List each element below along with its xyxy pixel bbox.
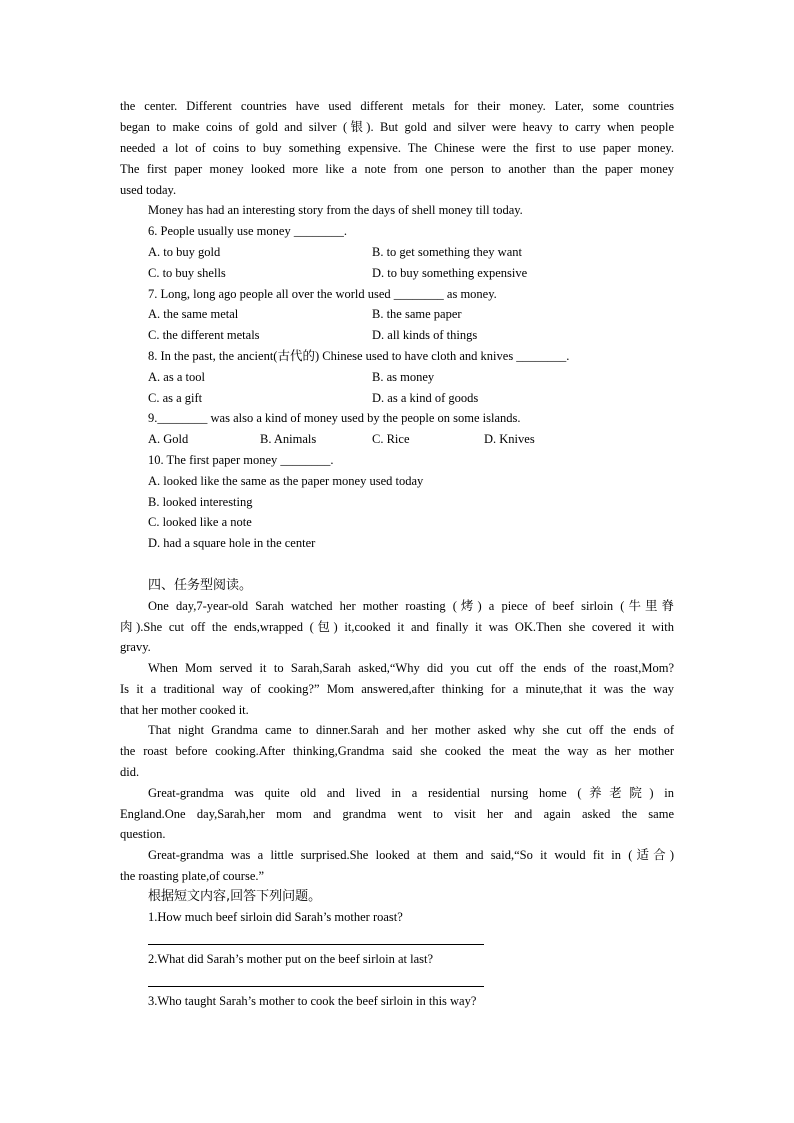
passage-line: Money has had an interesting story from the days of shell money till today. xyxy=(148,203,523,217)
question-7-option-b: B. the same paper xyxy=(372,307,462,321)
question-6-option-c: C. to buy shells xyxy=(148,266,226,280)
task-passage-line: When Mom served it to Sarah,Sarah asked,“Why did you cut off the ends of the roast,Mom? xyxy=(148,661,674,675)
task-passage-line: Great-grandma was quite old and lived in a residential nursing home (养老院) in xyxy=(148,786,674,800)
question-7-option-a: A. the same metal xyxy=(148,307,239,321)
section-heading: 四、任务型阅读。 xyxy=(148,578,253,593)
question-9-stem: 9.________ was also a kind of money used by the people on some islands. xyxy=(148,411,521,425)
task-passage-line: Great-grandma was a little surprised.She looked at them and said,“So it would fit in (适合) xyxy=(148,848,674,862)
instruction-text: 根据短文内容,回答下列问题。 xyxy=(148,889,322,904)
task-passage-line: gravy. xyxy=(120,640,151,654)
passage-line: the center. Different countries have used different metals for their money. Later, some countries xyxy=(120,99,674,113)
task-passage-line: the roasting plate,of course.” xyxy=(120,869,265,883)
question-6-option-d: D. to buy something expensive xyxy=(372,266,528,280)
question-10-option-a: A. looked like the same as the paper money used today xyxy=(148,474,424,488)
question-10-option-b: B. looked interesting xyxy=(148,495,253,509)
question-6-option-b: B. to get something they want xyxy=(372,245,522,259)
question-7-option-c: C. the different metals xyxy=(148,328,260,342)
task-passage-line: did. xyxy=(120,765,140,779)
question-10-option-d: D. had a square hole in the center xyxy=(148,536,316,550)
question-8-option-a: A. as a tool xyxy=(148,370,205,384)
question-9-option-d: D. Knives xyxy=(484,432,535,446)
question-6-option-a: A. to buy gold xyxy=(148,245,221,259)
passage-line: used today. xyxy=(120,183,177,197)
task-passage-line: Is it a traditional way of cooking?” Mom answered,after thinking for a minute,that it was the way xyxy=(120,682,674,696)
question-9-option-a: A. Gold xyxy=(148,432,189,446)
question-7-option-d: D. all kinds of things xyxy=(372,328,478,342)
question-8-option-d: D. as a kind of goods xyxy=(372,391,479,405)
question-7-stem: 7. Long, long ago people all over the world used ________ as money. xyxy=(148,287,497,301)
task-passage-line: question. xyxy=(120,827,166,841)
answer-question-3: 3.Who taught Sarah’s mother to cook the beef sirloin in this way? xyxy=(148,994,477,1008)
task-passage-line: That night Grandma came to dinner.Sarah and her mother asked why she cut off the ends of xyxy=(148,723,674,737)
passage-line: began to make coins of gold and silver (银). But gold and silver were heavy to carry when people xyxy=(120,120,674,134)
answer-line-1[interactable] xyxy=(148,944,484,945)
task-passage-line: 肉).She cut off the ends,wrapped (包) it,cooked it and finally it was OK.Then she covered it with xyxy=(120,620,674,634)
passage-line: The first paper money looked more like a note from one person to another than the paper money xyxy=(120,162,674,176)
question-9-option-b: B. Animals xyxy=(260,432,317,446)
task-passage-line: that her mother cooked it. xyxy=(120,703,249,717)
question-6-stem: 6. People usually use money ________. xyxy=(148,224,347,238)
answer-question-2: 2.What did Sarah’s mother put on the beef sirloin at last? xyxy=(148,952,433,966)
passage-line: needed a lot of coins to buy something expensive. The Chinese were the first to use paper money. xyxy=(120,141,674,155)
question-10-stem: 10. The first paper money ________. xyxy=(148,453,334,467)
question-8-option-c: C. as a gift xyxy=(148,391,203,405)
answer-line-2[interactable] xyxy=(148,986,484,987)
task-passage-line: the roast before cooking.After thinking,Grandma said she cooked the meat the way as her mother xyxy=(120,744,674,758)
question-8-option-b: B. as money xyxy=(372,370,435,384)
question-9-option-c: C. Rice xyxy=(372,432,410,446)
question-8-stem: 8. In the past, the ancient(古代的) Chinese used to have cloth and knives ________. xyxy=(148,349,570,363)
task-passage-line: England.One day,Sarah,her mom and grandma went to visit her and again asked the same xyxy=(120,807,674,821)
answer-question-1: 1.How much beef sirloin did Sarah’s mother roast? xyxy=(148,910,403,924)
question-10-option-c: C. looked like a note xyxy=(148,515,252,529)
task-passage-line: One day,7-year-old Sarah watched her mother roasting (烤) a piece of beef sirloin (牛里脊 xyxy=(148,599,674,613)
